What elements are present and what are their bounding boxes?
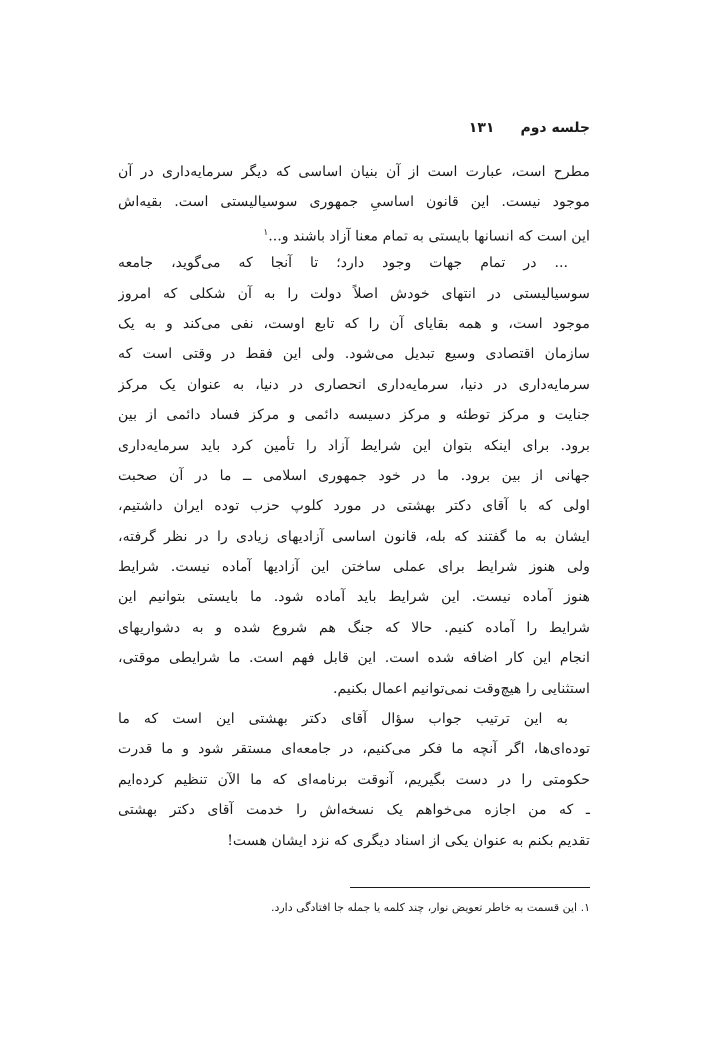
- text-line: سازمان اقتصادی وسیع تبدیل می‌شود. ولی این فقط در وقتی است که: [118, 346, 590, 363]
- footnote-marker: ۱: [263, 227, 269, 238]
- text-line: ولی هنوز شرایط برای عملی ساختن این آزادیها آماده نیست. شرایط: [118, 559, 590, 576]
- text-line: شرایط را آماده کنیم. حالا که جنگ هم شروع شده و به دشواریهای: [118, 619, 590, 636]
- text-line: هنوز آماده نیست. این شرایط باید آماده شود. ما بایستی بتوانیم این: [118, 589, 590, 606]
- text-line: ـ که من اجازه می‌خواهم یک نسخه‌اش را خدمت آقای دکتر بهشتی: [118, 802, 590, 819]
- text-line: جنایت و مرکز توطئه و مرکز دسیسه دائمی و مرکز فساد دائمی از بین: [118, 407, 590, 424]
- text-line: ... در تمام جهات وجود دارد؛ تا آنجا که می‌گوید، جامعه: [118, 255, 568, 272]
- text-line: استثنایی را هیچ‌وقت نمی‌توانیم اعمال بکنیم.: [332, 680, 590, 697]
- text-line: حکومتی را در دست بگیریم، آنوقت برنامه‌ای که ما الآن تنظیم کرده‌ایم: [118, 771, 590, 788]
- text-line: اولی که با آقای دکتر بهشتی در مورد کلوپ حزب توده ایران داشتیم،: [118, 498, 590, 515]
- page-number: ۱۳۱: [468, 120, 495, 136]
- text-line: به این ترتیب جواب سؤال آقای دکتر بهشتی این است که ما: [118, 711, 568, 728]
- text-line-content: این است که انسانها بایستی به تمام معنا آزاد باشند و...: [268, 228, 590, 245]
- text-line: سرمایه‌داری در دنیا، سرمایه‌داری انحصاری در دنیا، به عنوان یک مرکز: [118, 376, 590, 393]
- running-header: [118, 120, 590, 144]
- text-line: موجود نیست. این قانون اساسیِ جمهوری سوسیالیستی است. بقیه‌اش: [118, 194, 590, 211]
- text-line: موجود است، و همه بقایای آن را که تابع اوست، نفی می‌کند و به یک: [118, 315, 590, 332]
- text-line: سوسیالیستی در انتهای خودش اصلاً دولت را به آن شکلی که امروز: [118, 285, 590, 302]
- text-line: توده‌ای‌ها، اگر آنچه ما فکر می‌کنیم، در جامعه‌ای مستقر شود و ما قدرت: [118, 741, 590, 758]
- chapter-title: جلسه دوم: [520, 120, 590, 136]
- text-line: ایشان به ما گفتند که بله، قانون اساسی آزادیهای زیادی را در نظر گرفته،: [118, 528, 590, 545]
- text-line: انجام این کار اضافه شده است. این قابل فهم است. ما شرایطی موقتی،: [118, 650, 590, 667]
- footnote-divider: [350, 887, 590, 888]
- text-line: مطرح است، عبارت است از آن بنیان اساسی که دیگر سرمایه‌داری در آن: [118, 164, 590, 180]
- footnote: ۱. این قسمت به خاطر تعویض نوار، چند کلمه یا جمله جا افتادگی دارد.: [270, 901, 590, 914]
- text-line: جهانی از بین برود. ما در خود جمهوری اسلامی ــ ما در آن صحبت: [118, 467, 590, 484]
- text-line: برود. برای اینکه بتوان این شرایط آزاد را تأمین کرد باید سرمایه‌داری: [118, 437, 590, 454]
- body-text: [118, 157, 590, 856]
- text-line: تقدیم بکنم به عنوان یکی از اسناد دیگری که نزد ایشان هست!: [227, 832, 590, 849]
- text-line: [118, 218, 590, 248]
